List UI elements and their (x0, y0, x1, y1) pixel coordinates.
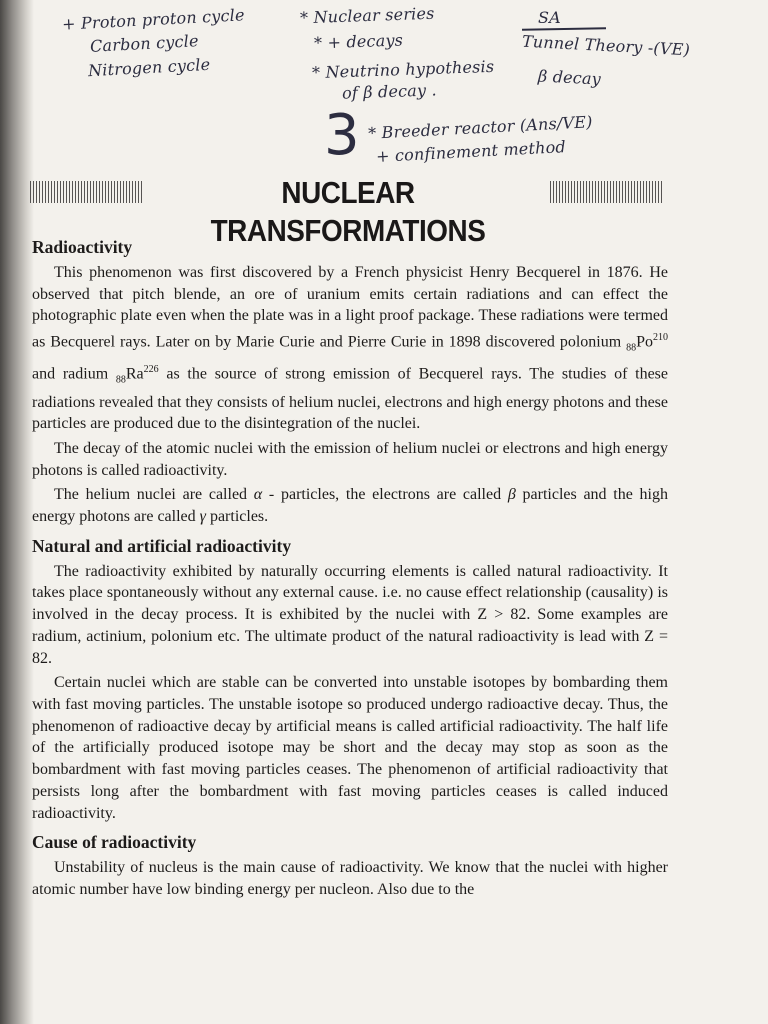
handwritten-note: + confinement method (375, 137, 567, 166)
title-hatch-right (550, 181, 664, 203)
handwritten-note: β decay (537, 66, 602, 89)
handwritten-note: Tunnel Theory -(VE) (521, 31, 691, 60)
greek-symbol: α (253, 486, 263, 504)
paragraph-text: as the source of strong emission of Becquerel rays. The studies of these radiations revealed that they consists of helium nuclei, electrons and high energy photons and these particles are produced due to the disintegration of the nuclei. (32, 365, 669, 433)
greek-symbol: γ (199, 508, 206, 526)
atomic-number: 88 (115, 374, 126, 386)
section-heading: Natural and artificial radioactivity (32, 535, 292, 556)
paragraph (32, 262, 668, 435)
paragraph-text: This phenomenon was first discovered by a French physicist Henry Becquerel in 1876. He observed that pitch blende, an ore of uranium emits certain radiations and can effect the photographic plate even when the plate was in a light proof package. These radiations were termed as Becquerel rays. Later on by Marie Curie and Pierre Curie in 1898 discovered polonium (32, 264, 668, 351)
element-symbol: Ra (125, 365, 144, 383)
handwritten-note: SA (538, 8, 561, 27)
chapter-number: 3 (324, 103, 360, 168)
paragraph: The decay of the atomic nuclei with the emission of helium nuclei or electrons and high energy photons is called radioactivity. (32, 439, 668, 479)
handwritten-note: + Proton proton cycle (61, 5, 246, 34)
section-heading: Cause of radioactivity (32, 832, 197, 853)
paragraph-text: particles. (205, 508, 269, 526)
paragraph: Certain nuclei which are stable can be converted into unstable isotopes by bombarding them with fast moving particles. The unstable isotope so produced undergo radioactive decay. Thus, the phenomenon of radioactive decay by artificial means is called artificial radioactivity. The half life of the artificially produced isotope may be short and the decay may stop as soon as the bombardment with fast moving particles ceases. The phenomenon of artificial radioactivity that persists long after the bombardment with fast moving particles ceases is called induced radioactivity. (32, 674, 668, 822)
handwritten-note: Carbon cycle (89, 31, 200, 56)
handwritten-note: Nitrogen cycle (87, 54, 211, 81)
page-content (32, 236, 668, 904)
handwritten-note: * Nuclear series (299, 3, 435, 28)
mass-number: 210 (653, 332, 668, 344)
section-heading: Radioactivity (32, 237, 133, 257)
mass-number: 226 (143, 364, 159, 376)
paragraph-text: - particles, the electrons are called (262, 486, 508, 504)
chapter-title: NUCLEAR TRANSFORMATIONS (210, 175, 486, 248)
paragraph-text: The helium nuclei are called (54, 486, 254, 504)
paragraph: The radioactivity exhibited by naturally occurring elements is called natural radioactivity. It takes place spontaneously without any external cause. i.e. no cause effect relationship (causality) is involved in the decay process. It is exhibited by the nuclei with Z > 82. Some examples are radium, actinium, polonium etc. The ultimate product of the natural radioactivity is lead with Z = 82. (32, 562, 668, 667)
handwritten-note: * + decays (313, 30, 404, 53)
handwritten-note: * Breeder reactor (Ans/VE) (367, 112, 594, 143)
paragraph (32, 484, 668, 527)
page-binding-shadow (0, 0, 34, 1024)
handwritten-note: of β decay . (341, 80, 438, 103)
paragraph: Unstability of nucleus is the main cause of radioactivity. We know that the nuclei with higher atomic number have low binding energy per nucleon. Also due to the (32, 859, 668, 898)
paragraph-text: particles and the high energy photons are called (32, 486, 668, 526)
title-hatch-left (30, 181, 142, 203)
handwritten-note: * Neutrino hypothesis (311, 56, 495, 83)
paragraph-text: and radium (32, 365, 116, 383)
greek-symbol: β (507, 486, 516, 504)
atomic-number: 88 (626, 342, 637, 354)
element-symbol: Po (636, 333, 653, 351)
handwritten-underline (522, 27, 606, 30)
